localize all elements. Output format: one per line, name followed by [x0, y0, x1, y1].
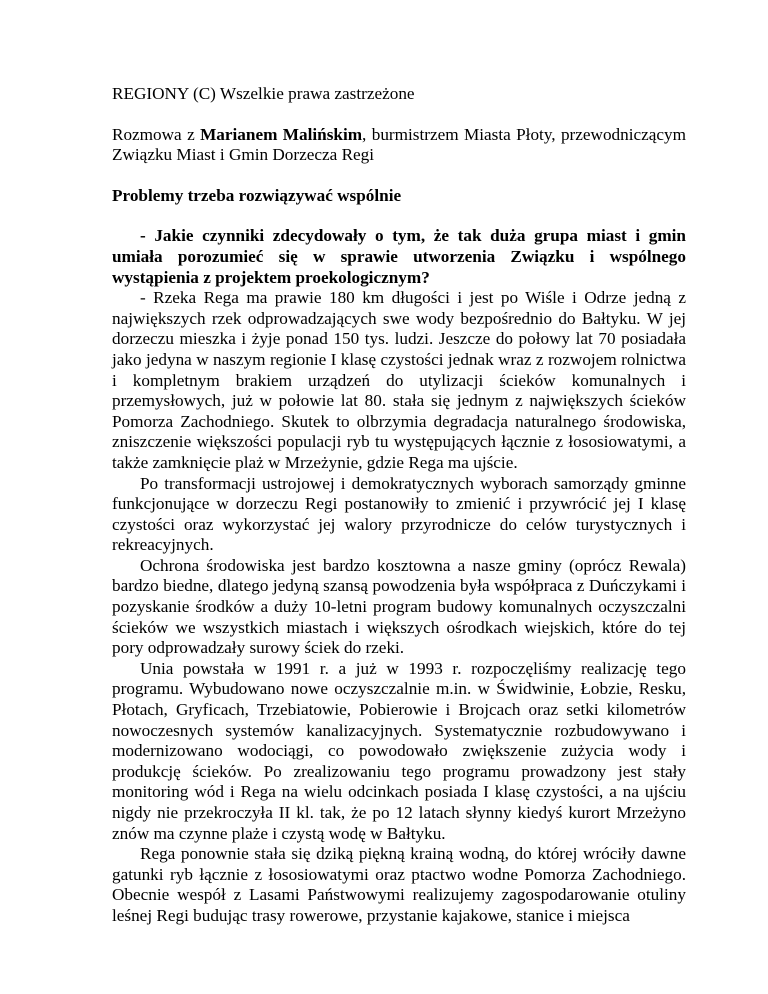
- answer-paragraph-2: Po transformacji ustrojowej i demokratycznych wyborach samorządy gminne funkcjonujące w dorzeczu Regi postanowiły to zmienić i przywrócić jej I klasę czystości oraz wykorzystać jej walory przyrodnicze do celów turystycznych i rekreacyjnych.: [112, 473, 686, 555]
- interview-intro: [112, 125, 686, 166]
- answer-paragraph-5: Rega ponownie stała się dziką piękną krainą wodną, do której wróciły dawne gatunki ryb łącznie z łososiowatymi oraz ptactwo wodne Pomorza Zachodniego. Obecnie wespół z Lasami Państwowymi realizujemy zagospodarowanie otuliny leśnej Regi budując trasy rowerowe, przystanie kajakowe, stanice i miejsca: [112, 844, 686, 925]
- answer-paragraph-4: Unia powstała w 1991 r. a już w 1993 r. rozpoczęliśmy realizację tego programu. Wybudowano nowe oczyszczalnie m.in. w Świdwinie, Łobzie, Resku, Płotach, Gryficach, Trzebiatowie, Pobierowie i Brojcach oraz setki kilometrów nowoczesnych systemów kanalizacyjnych. Systematycznie rozbudowywano i modernizowano wodociągi, co powodowało zwiększenie zużycia wody i produkcję ścieków. Po zrealizowaniu tego programu prowadzony jest stały monitoring wód i Rega na wielu odcinkach posiada I klasę czystości, a na ujściu nigdy nie przekroczyła II kl. tak, że po 12 latach słynny kiedyś kurort Mrzeżyno znów ma czynne plaże i czystą wodę w Bałtyku.: [112, 658, 686, 843]
- answer-paragraph-3: Ochrona środowiska jest bardzo kosztowna a nasze gminy (oprócz Rewala) bardzo biedne, dlatego jedyną szansą powodzenia była współpraca z Duńczykami i pozyskanie środków a duży 10-letni program budowy komunalnych oczyszczalni ścieków we wszystkich miastach i większych ośrodkach wiejskich, które do tej pory odprowadzały surowy ściek do rzeki.: [112, 555, 686, 658]
- interview-question: - Jakie czynniki zdecydowały o tym, że tak duża grupa miast i gmin umiała porozumieć się w sprawie utworzenia Związku i wspólnego wystąpienia z projektem proekologicznym?: [112, 226, 686, 287]
- copyright-header: REGIONY (C) Wszelkie prawa zastrzeżone: [112, 84, 415, 103]
- intro-suffix: , burmistrzem Miasta Płoty, przewodniczącym Związku Miast i Gmin Dorzecza Regi: [112, 124, 686, 165]
- answer-paragraph-1: - Rzeka Rega ma prawie 180 km długości i jest po Wiśle i Odrze jedną z największych rzek odprowadzających swe wody bezpośrednio do Bałtyku. W jej dorzeczu mieszka i żyje ponad 150 tys. ludzi. Jeszcze do połowy lat 70 posiadała jako jedyna w naszym regionie I klasę czystości jednak wraz z rozwojem rolnictwa i kompletnym brakiem urządzeń do utylizacji ścieków komunalnych i przemysłowych, już w połowie lat 80. stała się jednym z największych ścieków Pomorza Zachodniego. Skutek to olbrzymia degradacja naturalnego środowiska, zniszczenie większości populacji ryb tu występujących łącznie z łososiowatymi, a także zamknięcie plaż w Mrzeżynie, gdzie Rega ma ujście.: [112, 288, 686, 472]
- intro-prefix: Rozmowa z: [112, 124, 201, 144]
- interviewee-name: Marianem Malińskim: [200, 124, 363, 144]
- article-title: Problemy trzeba rozwiązywać wspólnie: [112, 185, 402, 205]
